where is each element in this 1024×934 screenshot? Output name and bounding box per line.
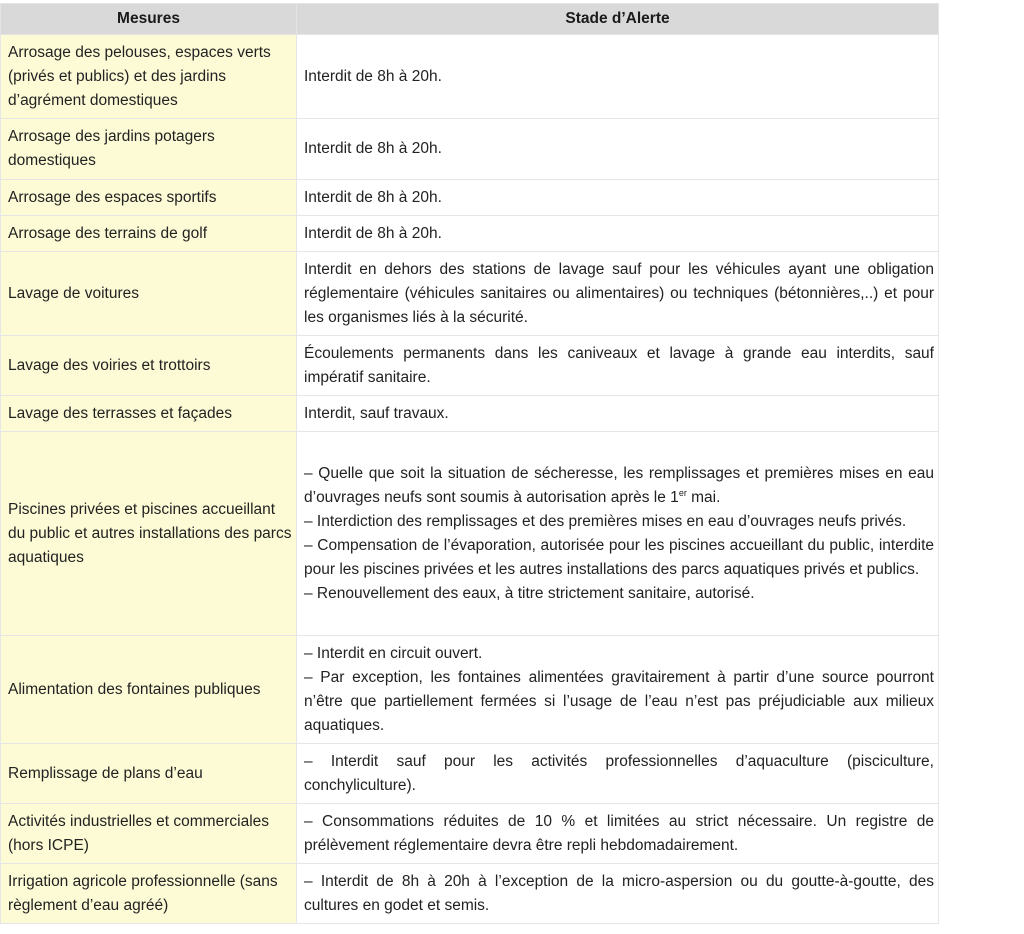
measure-cell: Arrosage des pelouses, espaces verts (privés et publics) et des jardins d’agrément domestiques [1, 35, 297, 119]
measure-cell: Remplissage de plans d’eau [1, 744, 297, 804]
rule-cell: – Interdit sauf pour les activités professionnelles d’aquaculture (pisciculture, conchyliculture). [297, 744, 939, 804]
table-row [1, 432, 939, 636]
table-row [1, 252, 939, 336]
rule-cell: – Interdit de 8h à 20h à l’exception de la micro-aspersion ou du goutte-à-goutte, des cultures en godet et semis. [297, 864, 939, 924]
table-row [1, 336, 939, 396]
measure-cell: Activités industrielles et commerciales (hors ICPE) [1, 804, 297, 864]
superscript: er [678, 487, 687, 498]
measure-cell: Arrosage des terrains de golf [1, 216, 297, 252]
rule-cell: Interdit de 8h à 20h. [297, 216, 939, 252]
rule-cell: – Consommations réduites de 10 % et limitées au strict nécessaire. Un registre de prélèvement réglementaire devra être repli hebdomadairement. [297, 804, 939, 864]
rule-line: – Quelle que soit la situation de sécheresse, les remplissages et premières mises en eau d’ouvrages neufs sont soumis à autorisation après le 1er mai. [304, 464, 934, 506]
measure-cell: Irrigation agricole professionnelle (sans règlement d’eau agréé) [1, 864, 297, 924]
rule-line: – Interdiction des remplissages et des premières mises en eau d’ouvrages neufs privés. [304, 512, 907, 530]
table-row [1, 864, 939, 924]
measure-cell: Lavage des voiries et trottoirs [1, 336, 297, 396]
table-row [1, 396, 939, 432]
measure-cell: Lavage des terrasses et façades [1, 396, 297, 432]
table-row [1, 216, 939, 252]
rule-line: – Interdit en circuit ouvert. [304, 644, 483, 662]
rule-line: – Par exception, les fontaines alimentées gravitairement à partir d’une source pourront n’être que partiellement fermées si l’usage de l’eau n’est pas préjudiciable aux milieux aquatiques. [304, 668, 934, 734]
rule-cell: Interdit en dehors des stations de lavage sauf pour les véhicules ayant une obligation réglementaire (véhicules sanitaires ou alimentaires) ou techniques (bétonnières,..) et pour les organismes liés à la sécurité. [297, 252, 939, 336]
restrictions-table [0, 3, 939, 924]
rule-cell: Interdit de 8h à 20h. [297, 180, 939, 216]
column-header-stade-alerte: Stade d’Alerte [297, 4, 939, 35]
measure-cell: Arrosage des jardins potagers domestiques [1, 119, 297, 180]
rule-line: – Renouvellement des eaux, à titre strictement sanitaire, autorisé. [304, 584, 755, 602]
rule-cell: Interdit, sauf travaux. [297, 396, 939, 432]
rule-cell [297, 636, 939, 744]
rule-cell: Interdit de 8h à 20h. [297, 35, 939, 119]
table-row [1, 119, 939, 180]
rule-line: – Compensation de l’évaporation, autorisée pour les piscines accueillant du public, interdite pour les piscines privées et les autres installations des parcs aquatiques privés et publics. [304, 536, 934, 578]
measure-cell: Alimentation des fontaines publiques [1, 636, 297, 744]
measure-cell: Arrosage des espaces sportifs [1, 180, 297, 216]
table-row [1, 35, 939, 119]
table-row [1, 804, 939, 864]
table-header-row [1, 4, 939, 35]
column-header-mesures: Mesures [1, 4, 297, 35]
measure-cell: Piscines privées et piscines accueillant du public et autres installations des parcs aquatiques [1, 432, 297, 636]
table-row [1, 636, 939, 744]
rule-cell [297, 432, 939, 636]
measure-cell: Lavage de voitures [1, 252, 297, 336]
table-row [1, 744, 939, 804]
rule-cell: Écoulements permanents dans les caniveaux et lavage à grande eau interdits, sauf impératif sanitaire. [297, 336, 939, 396]
rule-cell: Interdit de 8h à 20h. [297, 119, 939, 180]
table-row [1, 180, 939, 216]
